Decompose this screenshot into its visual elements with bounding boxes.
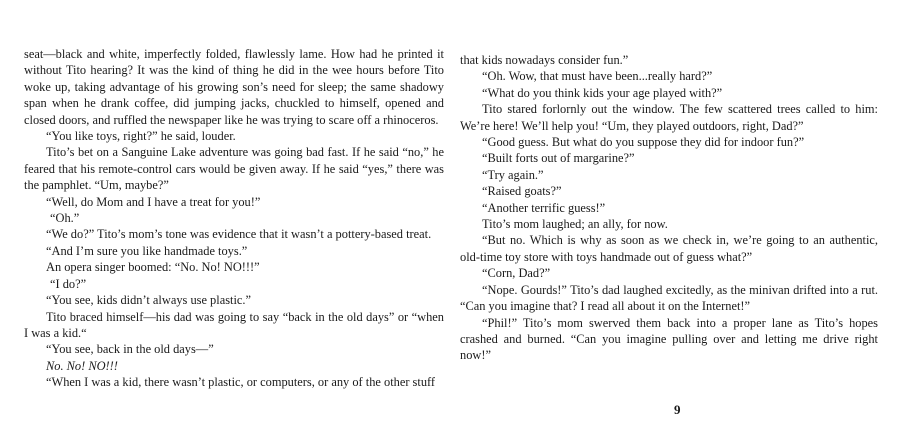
- paragraph: “Phil!” Tito’s mom swerved them back into a proper lane as Tito’s hopes crashed and burned. “Can you imagine pulling over and letting me drive right now!”: [460, 315, 878, 363]
- paragraph: “Built forts out of margarine?”: [482, 151, 635, 166]
- paragraph: An opera singer boomed: “No. No! NO!!!”: [46, 260, 260, 275]
- paragraph: Tito’s mom laughed; an ally, for now.: [482, 217, 668, 232]
- paragraph: “What do you think kids your age played with?”: [482, 85, 723, 100]
- paragraph: “We do?” Tito’s mom’s tone was evidence that it wasn’t a pottery-based treat.: [46, 227, 432, 242]
- paragraph: “I do?”: [50, 276, 87, 291]
- paragraph: that kids nowadays consider fun.”: [460, 53, 629, 67]
- paragraph: “Nope. Gourds!” Tito’s dad laughed excitedly, as the minivan drifted into a rut. “Can you imagine that? I read all about it on the Internet!”: [460, 282, 878, 314]
- paragraph: “Good guess. But what do you suppose they did for indoor fun?”: [482, 135, 805, 150]
- paragraph: No. No! NO!!!: [46, 358, 118, 373]
- paragraph: “You see, back in the old days—”: [46, 342, 214, 357]
- paragraph: “You see, kids didn’t always use plastic.”: [46, 293, 251, 308]
- paragraph: Tito braced himself—his dad was going to say “back in the old days” or “when I was a kid.“: [24, 309, 444, 340]
- left-page-text: [24, 46, 444, 391]
- paragraph: “Raised goats?”: [482, 184, 562, 199]
- paragraph: Tito stared forlornly out the window. The few scattered trees called to him: We’re here! We’ll help you! “Um, they played outdoors, right, Dad?”: [460, 102, 878, 133]
- paragraph: Tito’s bet on a Sanguine Lake adventure was going bad fast. If he said “no,” he feared that his remote-control cars would be given away. If he said “yes,” there was the pamphlet. “Um, maybe?”: [24, 145, 444, 193]
- paragraph: “But no. Which is why as soon as we check in, we’re going to an authentic, old-time toy store with toys handmade out of guess what?”: [460, 233, 878, 264]
- page-number: 9: [674, 402, 681, 417]
- paragraph: “Another terrific guess!”: [482, 200, 606, 215]
- paragraph: “Oh.”: [50, 211, 80, 226]
- paragraph: seat—black and white, imperfectly folded, flawlessly lame. How had he printed it without Tito hearing? It was the kind of thing he did in the wee hours before Tito woke up, taking advantage of his growing son’s need for sleep; the same shadowy span when he drank coffee, did jumping jacks, chuckled to himself, opened and closed doors, and ruffled the newspaper like he was trying to scare off a rhinoceros.: [24, 47, 444, 127]
- paragraph: “When I was a kid, there wasn’t plastic, or computers, or any of the other stuff: [46, 375, 436, 390]
- paragraph: “Well, do Mom and I have a treat for you!”: [46, 194, 261, 209]
- paragraph: “And I’m sure you like handmade toys.”: [46, 243, 248, 258]
- paragraph: “Oh. Wow, that must have been...really hard?”: [482, 69, 713, 84]
- paragraph: “Try again.”: [482, 167, 544, 182]
- paragraph: “You like toys, right?” he said, louder.: [46, 129, 236, 144]
- right-page-text: [460, 52, 878, 364]
- paragraph: “Corn, Dad?”: [482, 266, 551, 281]
